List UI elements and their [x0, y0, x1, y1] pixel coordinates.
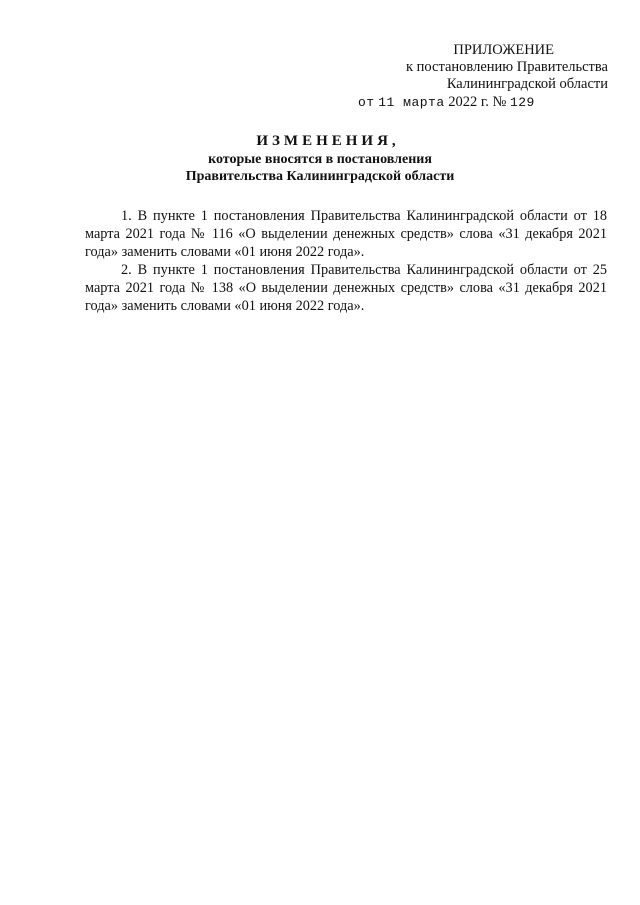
number-sign: №	[492, 94, 507, 110]
date-value: 11 марта	[378, 95, 445, 110]
appendix-date-line	[358, 94, 608, 111]
appendix-title: ПРИЛОЖЕНИЕ	[453, 42, 554, 58]
document-heading	[0, 132, 640, 185]
heading-sub-2: Правительства Калининградской области	[185, 169, 455, 184]
date-year: 2022 г.	[448, 94, 489, 110]
appendix-line-1: к постановлению Правительства	[406, 59, 608, 75]
paragraph-1: 1. В пункте 1 постановления Правительства Калининградской области от 18 марта 2021 года № 116 «О выделении денежных средств» слова «31 декабря 2021 года» заменить словами «01 июня 2022 года».	[85, 208, 607, 260]
appendix-line-2: Калининградской области	[446, 76, 608, 92]
date-prefix: от	[358, 95, 375, 110]
document-body	[85, 207, 607, 315]
heading-sub-1: которые вносятся в постановления	[208, 152, 432, 167]
heading-main: ИЗМЕНЕНИЯ,	[256, 133, 400, 149]
document-number: 129	[509, 95, 535, 110]
paragraph-2: 2. В пункте 1 постановления Правительства Калининградской области от 25 марта 2021 года № 138 «О выделении денежных средств» слова «31 декабря 2021 года» заменить словами «01 июня 2022 года».	[85, 262, 607, 314]
appendix-block	[348, 42, 608, 111]
